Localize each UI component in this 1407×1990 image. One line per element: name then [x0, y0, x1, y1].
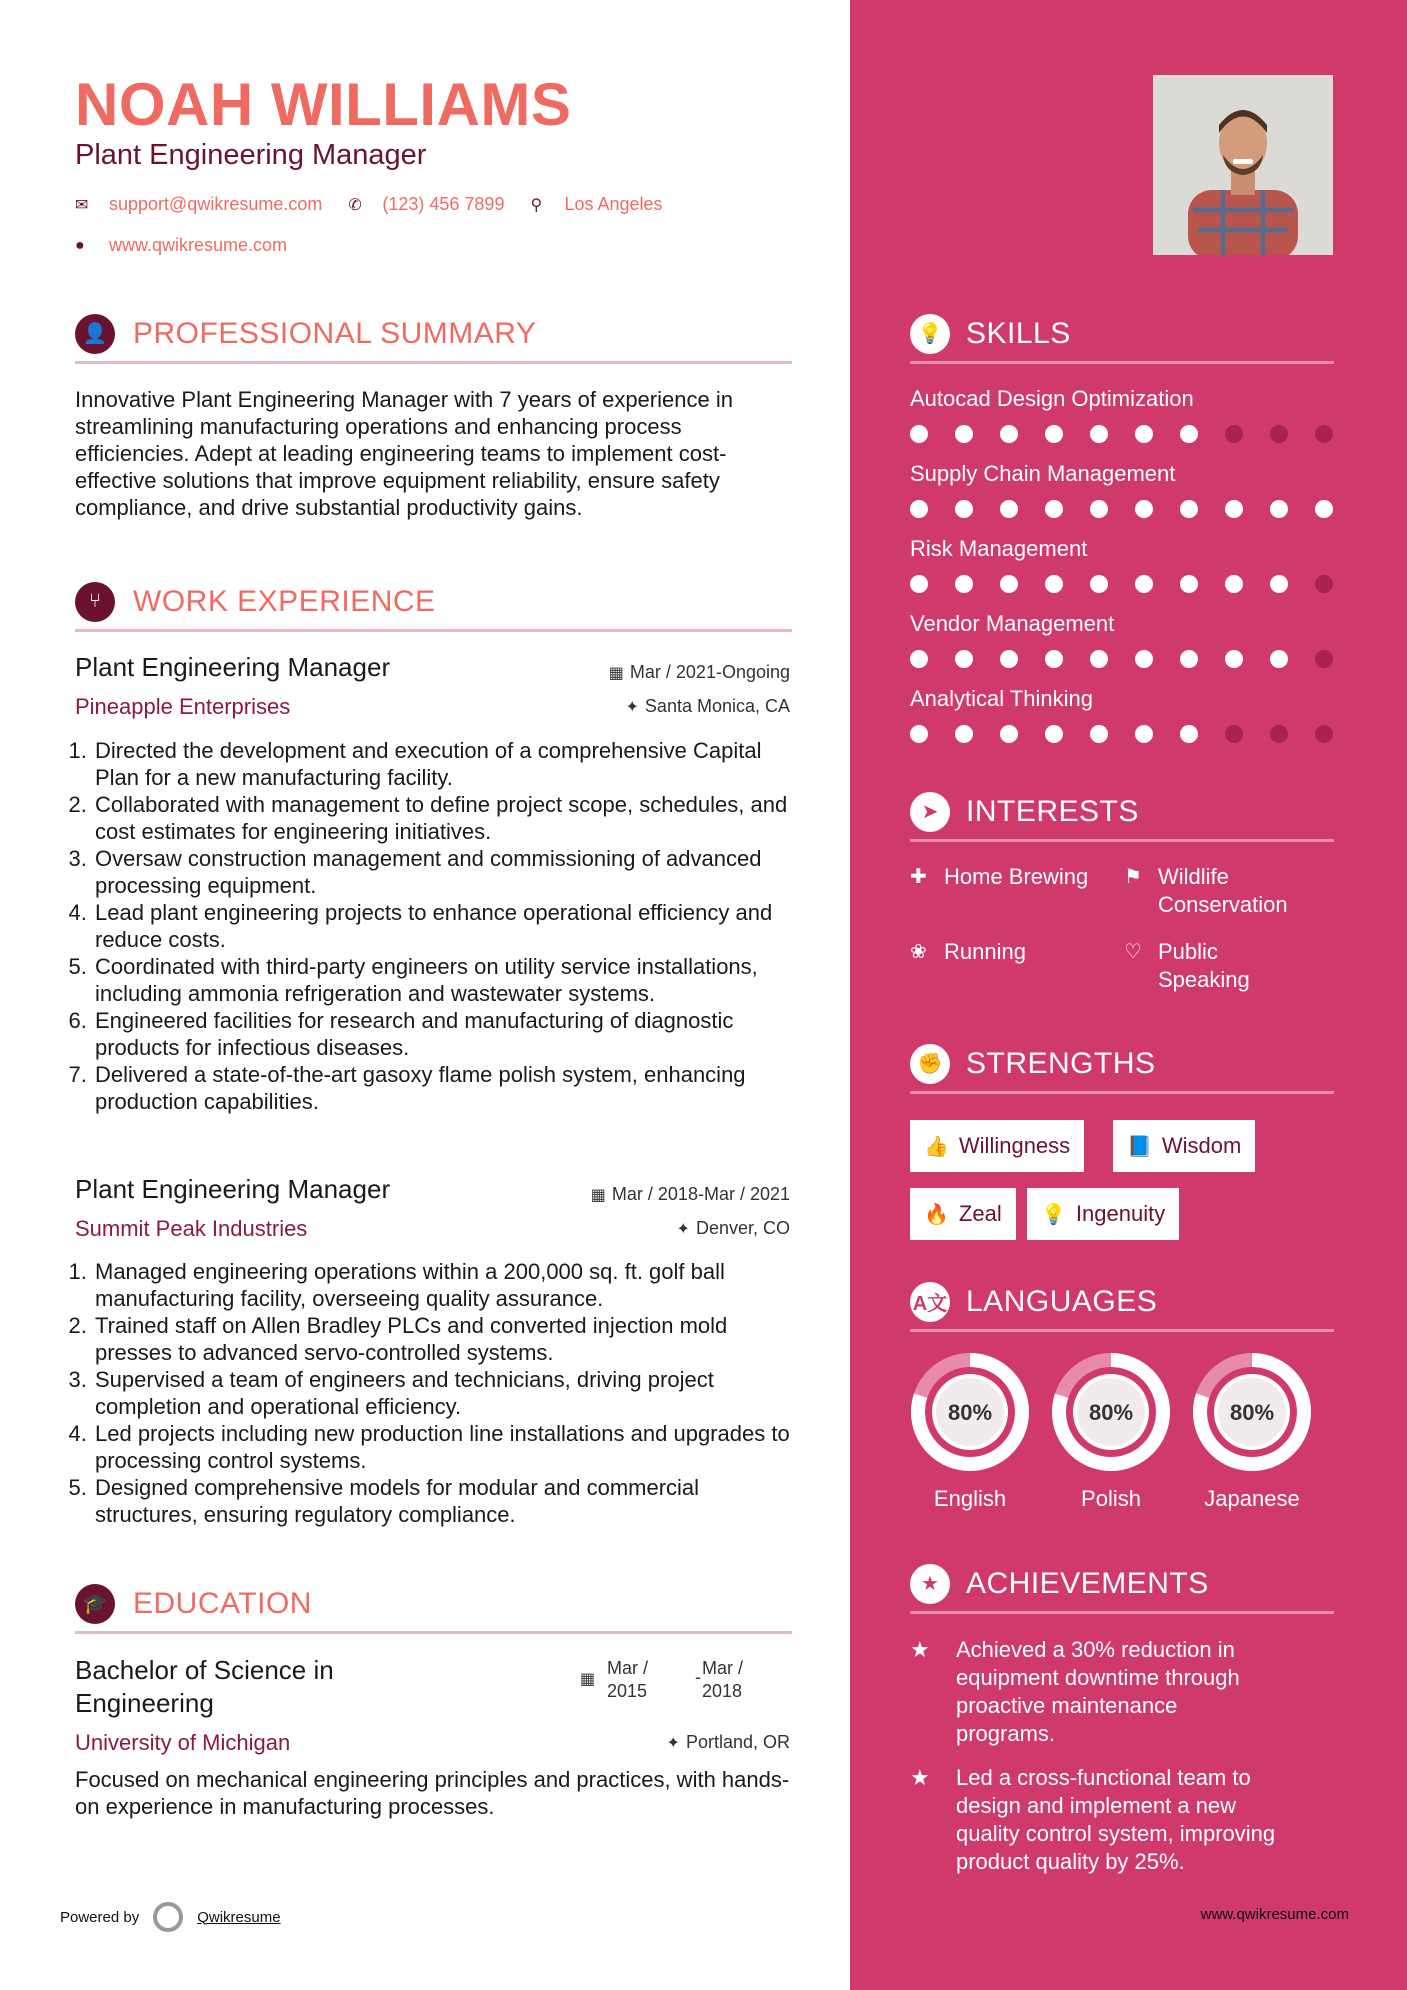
skill-dot: [1270, 725, 1288, 743]
skill-dot: [1000, 575, 1018, 593]
lightbulb-icon: 💡: [1041, 1203, 1066, 1226]
education-heading-label: EDUCATION: [133, 1586, 312, 1620]
skill-dot: [1315, 425, 1333, 443]
job-1-dates: [609, 662, 790, 683]
skill-dot: [1045, 650, 1063, 668]
interest-label: Running: [944, 939, 1026, 964]
skill-dot: [1135, 500, 1153, 518]
skill-rating: [910, 650, 1360, 668]
skill-dot: [1090, 500, 1108, 518]
strength-label: Zeal: [958, 1201, 1002, 1226]
language-name: Polish: [1081, 1486, 1141, 1511]
summary-heading: [75, 312, 792, 364]
start-line-1: Mar /: [607, 1658, 649, 1678]
achievement-line: quality control system, improving: [956, 1821, 1276, 1846]
language-name: English: [933, 1486, 1007, 1511]
skill-dot: [1315, 725, 1333, 743]
interest-item: [1124, 938, 1250, 994]
email-link[interactable]: support@qwikresume.com: [109, 194, 323, 214]
pushpin-icon: ✦: [625, 699, 639, 716]
skill-dot: [1000, 650, 1018, 668]
strength-label: Wisdom: [1161, 1133, 1242, 1158]
phone-text: (123) 456 7899: [382, 194, 505, 214]
job-2-location-text: Denver, CO: [695, 1218, 790, 1238]
job-1-dates-text: Mar / 2021-Ongoing: [629, 662, 790, 682]
interests-heading: [910, 790, 1334, 842]
profile-photo-illustration: [1153, 75, 1333, 255]
achievement-line: Achieved a 30% reduction in: [956, 1637, 1235, 1662]
languages-heading-label: LANGUAGES: [966, 1284, 1158, 1318]
list-item: 3. Oversaw construction management and commissioning of advanced processing equipment.: [93, 845, 805, 899]
calendar-icon: ▦: [590, 1187, 606, 1204]
skill-dot: [1000, 500, 1018, 518]
calendar-icon: ▦: [580, 1671, 596, 1688]
skill-dot: [1270, 425, 1288, 443]
website-row: [75, 235, 287, 256]
pushpin-icon: ✦: [666, 1735, 680, 1752]
achievement-line: proactive maintenance: [956, 1693, 1178, 1718]
list-item: 4. Lead plant engineering projects to enhance operational efficiency and reduce costs.: [93, 899, 805, 953]
skill-rating: [910, 425, 1360, 443]
skill-name: Autocad Design Optimization: [910, 386, 1194, 411]
powered-by: [60, 1902, 281, 1932]
interests-heading-label: INTERESTS: [966, 794, 1139, 828]
pushpin-icon: ✦: [676, 1221, 690, 1238]
list-item: 1. Managed engineering operations within a 200,000 sq. ft. golf ball manufacturing facility, overseeing quality assurance.: [93, 1258, 805, 1312]
interest-label: Wildlife: [1158, 864, 1229, 889]
job-1-company: Pineapple Enterprises: [75, 694, 291, 719]
skill-dot: [955, 575, 973, 593]
skill-dot: [1315, 575, 1333, 593]
education-location: [667, 1732, 790, 1753]
education-start: [607, 1657, 648, 1703]
education-school: University of Michigan: [75, 1730, 291, 1755]
interest-label: Home Brewing: [944, 864, 1089, 889]
summary-heading-label: PROFESSIONAL SUMMARY: [133, 316, 537, 350]
job-2-dates: [591, 1184, 790, 1205]
job-1-location: [626, 696, 790, 717]
skill-dot: [1225, 650, 1243, 668]
skill-dot: [1270, 575, 1288, 593]
achievement-line: programs.: [956, 1721, 1056, 1746]
skill-dot: [1135, 575, 1153, 593]
skill-dot: [1180, 650, 1198, 668]
map-pin-icon: ⚲: [530, 196, 543, 214]
achievement-line: equipment downtime through: [956, 1665, 1240, 1690]
interest-label-2: Conservation: [1158, 892, 1288, 917]
calendar-icon: ▦: [608, 665, 624, 682]
qwikresume-logo-icon: [153, 1902, 183, 1932]
skill-dot: [1315, 500, 1333, 518]
graduate-icon: 🎓: [75, 1584, 115, 1624]
strength-label: Ingenuity: [1075, 1201, 1166, 1226]
language-item: [1051, 1352, 1171, 1512]
profile-photo: [1153, 75, 1333, 255]
strength-badge: [910, 1188, 1016, 1240]
star-icon: ★: [910, 1765, 930, 1790]
language-percent: 80%: [1088, 1400, 1134, 1425]
interest-item: [910, 863, 1088, 891]
location-text: Los Angeles: [564, 194, 663, 214]
end-line-1: Mar /: [702, 1658, 744, 1678]
language-ring: [910, 1352, 1030, 1472]
job-2-title: Plant Engineering Manager: [75, 1174, 391, 1204]
thumbs-up-icon: 👍: [924, 1135, 949, 1158]
skill-dot: [1045, 575, 1063, 593]
language-item: [910, 1352, 1030, 1512]
education-degree: [75, 1654, 334, 1720]
paper-plane-icon: ➤: [910, 792, 950, 832]
skill-dot: [955, 425, 973, 443]
skill-dot: [1045, 500, 1063, 518]
qwikresume-link[interactable]: Qwikresume: [197, 1908, 281, 1926]
achievement-line: Led a cross-functional team to: [956, 1765, 1251, 1790]
skill-rating: [910, 725, 1360, 743]
list-item: 2. Trained staff on Allen Bradley PLCs and converted injection mold presses to advanced servo-controlled systems.: [93, 1312, 805, 1366]
skills-heading: [910, 312, 1334, 364]
end-line-2: 2018: [702, 1681, 743, 1701]
start-line-2: 2015: [607, 1681, 648, 1701]
skill-dot: [1090, 725, 1108, 743]
skill-dot: [1000, 725, 1018, 743]
strengths-heading: [910, 1042, 1334, 1094]
heartbeat-icon: ♡: [1124, 941, 1142, 963]
skills-heading-label: SKILLS: [966, 316, 1071, 350]
skill-dot: [1090, 650, 1108, 668]
bird-icon: ⚑: [1124, 866, 1142, 888]
language-percent: 80%: [1229, 1400, 1275, 1425]
skill-dot: [1045, 725, 1063, 743]
skill-dot: [955, 650, 973, 668]
job-2-dates-text: Mar / 2018-Mar / 2021: [611, 1184, 790, 1204]
job-2-bullets: [75, 1258, 805, 1528]
languages-heading: [910, 1280, 1334, 1332]
strength-badge: [910, 1120, 1084, 1172]
achievement-line: product quality by 25%.: [956, 1849, 1185, 1874]
skill-name: Risk Management: [910, 536, 1088, 561]
summary-text: Innovative Plant Engineering Manager with 7 years of experience in streamlining manufacturing operations and enhancing process efficiencies. Adept at leading engineering teams to implement cost-effective solutions that improve equipment reliability, ensure safety compliance, and drive substantial productivity gains.: [75, 387, 733, 520]
language-item: [1192, 1352, 1312, 1512]
job-2-location: [677, 1218, 790, 1239]
phone-icon: ✆: [348, 196, 362, 214]
strength-label: Willingness: [958, 1133, 1071, 1158]
skill-dot: [1270, 650, 1288, 668]
website-link[interactable]: www.qwikresume.com: [109, 235, 288, 255]
skill-name: Analytical Thinking: [910, 686, 1094, 711]
skill-dot: [1225, 500, 1243, 518]
education-location-text: Portland, OR: [685, 1732, 790, 1752]
skill-dot: [1180, 725, 1198, 743]
star-icon: ★: [910, 1637, 930, 1662]
skill-dot: [1090, 575, 1108, 593]
skill-dot: [1180, 500, 1198, 518]
skill-dot: [1225, 725, 1243, 743]
translate-icon: A文: [910, 1282, 950, 1322]
language-ring: [1192, 1352, 1312, 1472]
sidebar-column: [850, 0, 1407, 1990]
achievements-heading: [910, 1562, 1334, 1614]
contact-row: [75, 194, 663, 215]
skill-dot: [955, 500, 973, 518]
strengths-heading-label: STRENGTHS: [966, 1046, 1156, 1080]
skill-dot: [910, 575, 928, 593]
job-1-location-text: Santa Monica, CA: [644, 696, 790, 716]
experience-heading-label: WORK EXPERIENCE: [133, 584, 436, 618]
skill-dot: [910, 650, 928, 668]
language-ring: [1051, 1352, 1171, 1472]
education-description: Focused on mechanical engineering principles and practices, with hands-on experience in manufacturing processes.: [75, 1767, 790, 1819]
list-item: 3. Supervised a team of engineers and technicians, driving project completion and operational efficiency.: [93, 1366, 805, 1420]
interest-label-2: Speaking: [1158, 967, 1250, 992]
list-item: 1. Directed the development and execution of a comprehensive Capital Plan for a new manufacturing facility.: [93, 737, 805, 791]
lightbulb-icon: 💡: [910, 314, 950, 354]
skill-dot: [955, 725, 973, 743]
education-end: [702, 1657, 743, 1703]
skill-name: Supply Chain Management: [910, 461, 1176, 486]
skill-dot: [1225, 425, 1243, 443]
footer-website[interactable]: www.qwikresume.com: [1200, 1906, 1349, 1923]
list-item: 5. Coordinated with third-party engineers on utility service installations, including ammonia refrigeration and wastewater systems.: [93, 953, 805, 1007]
strength-badge: [1113, 1120, 1255, 1172]
skill-dot: [910, 500, 928, 518]
flame-icon: 🔥: [924, 1203, 949, 1226]
achievements-heading-label: ACHIEVEMENTS: [966, 1566, 1209, 1600]
list-item: 7. Delivered a state-of-the-art gasoxy flame polish system, enhancing production capabilities.: [93, 1061, 805, 1115]
skill-dot: [1180, 575, 1198, 593]
skill-dot: [1225, 575, 1243, 593]
job-1-title: Plant Engineering Manager: [75, 652, 391, 682]
skill-dot: [1135, 725, 1153, 743]
achievement-line: design and implement a new: [956, 1793, 1237, 1818]
skill-rating: [910, 575, 1360, 593]
strength-badge: [1027, 1188, 1179, 1240]
experience-heading: [75, 580, 792, 632]
interest-label: Public: [1158, 939, 1218, 964]
skill-dot: [1135, 650, 1153, 668]
skill-dot: [910, 425, 928, 443]
skill-dot: [1000, 425, 1018, 443]
puzzle-icon: ✚: [910, 866, 927, 888]
candidate-name: NOAH WILLIAMS: [75, 71, 572, 138]
education-date-sep: -: [695, 1667, 701, 1687]
interest-item: [910, 938, 1026, 966]
paw-icon: ❀: [910, 941, 927, 963]
book-icon: 📘: [1127, 1135, 1152, 1158]
fist-icon: ✊: [910, 1044, 950, 1084]
degree-line-2: Engineering: [75, 1688, 214, 1718]
skill-dot: [1045, 425, 1063, 443]
skill-dot: [910, 725, 928, 743]
job-1-bullets: [75, 737, 805, 1115]
language-percent: 80%: [947, 1400, 993, 1425]
office-chair-icon: ⑂: [75, 582, 115, 622]
candidate-title: Plant Engineering Manager: [75, 139, 427, 171]
skill-dot: [1270, 500, 1288, 518]
achievement-item: [910, 1636, 1350, 1748]
interest-item: [1124, 863, 1288, 919]
skill-rating: [910, 500, 1360, 518]
language-name: Japanese: [1204, 1486, 1300, 1511]
skill-dot: [1180, 425, 1198, 443]
achievement-item: [910, 1764, 1350, 1876]
education-heading: [75, 1582, 792, 1634]
job-2-company: Summit Peak Industries: [75, 1216, 308, 1241]
skill-dot: [1135, 425, 1153, 443]
list-item: 6. Engineered facilities for research and manufacturing of diagnostic products for infectious diseases.: [93, 1007, 805, 1061]
list-item: 5. Designed comprehensive models for modular and commercial structures, ensuring regulatory compliance.: [93, 1474, 805, 1528]
star-badge-icon: ★: [910, 1564, 950, 1604]
skill-name: Vendor Management: [910, 611, 1115, 636]
globe-icon: ●: [75, 236, 85, 254]
user-icon: 👤: [75, 314, 115, 354]
skill-dot: [1090, 425, 1108, 443]
powered-by-label: Powered by: [60, 1908, 140, 1926]
list-item: 2. Collaborated with management to define project scope, schedules, and cost estimates for engineering initiatives.: [93, 791, 805, 845]
degree-line-1: Bachelor of Science in: [75, 1655, 334, 1685]
skill-dot: [1315, 650, 1333, 668]
envelope-icon: ✉: [75, 196, 89, 214]
list-item: 4. Led projects including new production line installations and upgrades to processing control systems.: [93, 1420, 805, 1474]
